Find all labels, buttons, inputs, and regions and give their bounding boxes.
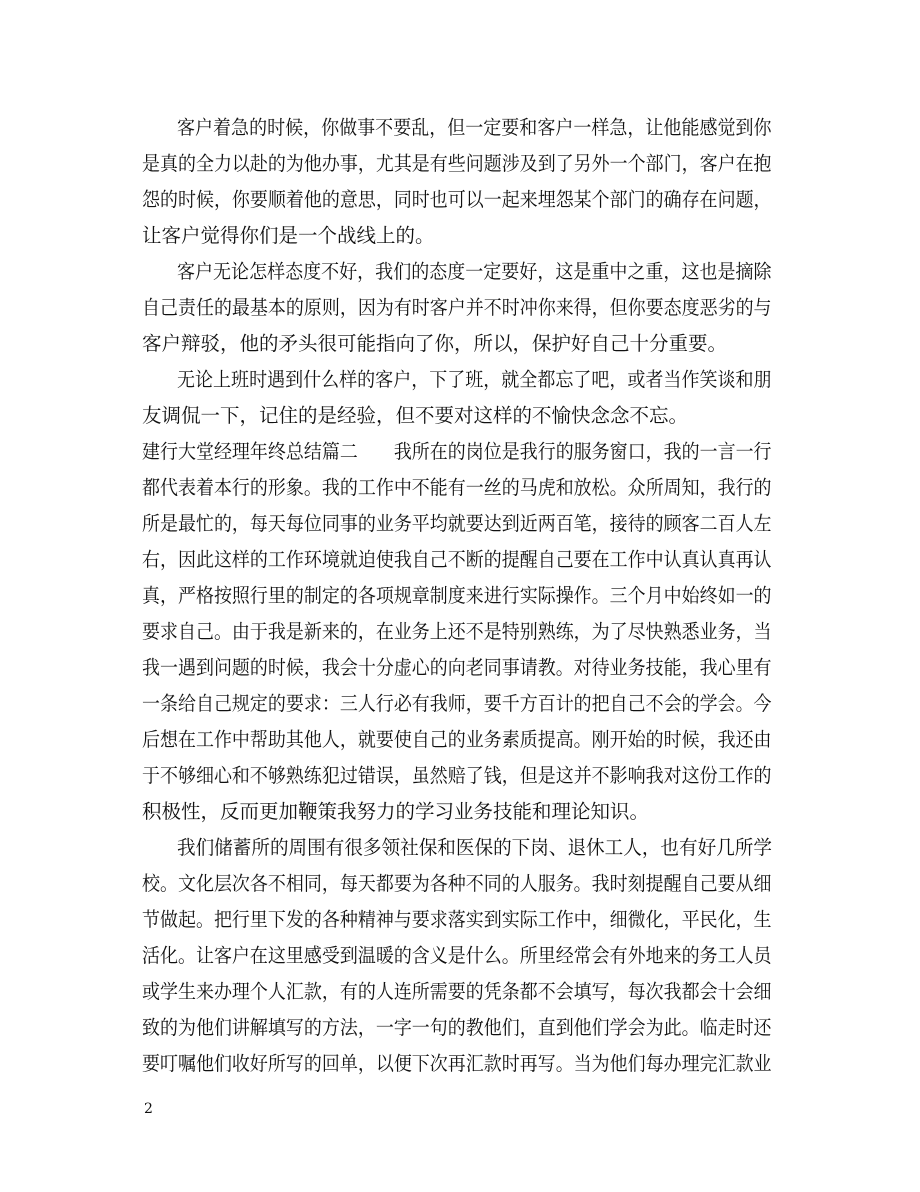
text-line: 于不够细心和不够熟练犯过错误，虽然赔了钱，但是这并不影响我对这份工作的 (142, 764, 772, 787)
text-line: 一条给自己规定的要求：三人行必有我师，要千方百计的把自己不会的学会。今 (142, 692, 772, 715)
text-line: 怨的时候，你要顺着他的意思，同时也可以一起来埋怨某个部门的确存在问题， (142, 188, 772, 211)
text-line: 客户着急的时候，你做事不要乱，但一定要和客户一样急，让他能感觉到你 (177, 116, 772, 139)
text-line: 无论上班时遇到什么样的客户，下了班，就全都忘了吧，或者当作笑谈和朋 (177, 368, 772, 391)
text-line: 右，因此这样的工作环境就迫使我自己不断的提醒自己要在工作中认真认真再认 (142, 548, 772, 571)
text-line: 或学生来办理个人汇款，有的人连所需要的凭条都不会填写，每次我都会十会细 (142, 980, 772, 1003)
text-line: 校。文化层次各不相同，每天都要为各种不同的人服务。我时刻提醒自己要从细 (142, 872, 772, 895)
text-line: 自己责任的最基本的原则，因为有时客户并不时冲你来得，但你要态度恶劣的与 (142, 296, 772, 319)
text-line: 客户辩驳，他的矛头很可能指向了你，所以，保护好自己十分重要。 (142, 332, 728, 355)
page-number: 2 (144, 1101, 153, 1117)
text-line: 我一遇到问题的时候，我会十分虚心的向老同事请教。对待业务技能，我心里有 (142, 656, 772, 679)
text-line: 要求自己。由于我是新来的，在业务上还不是特别熟练，为了尽快熟悉业务，当 (142, 620, 772, 643)
text-line: 积极性，反而更加鞭策我努力的学习业务技能和理论知识。 (142, 800, 650, 823)
text-line: 友调侃一下，记住的是经验，但不要对这样的不愉快念念不忘。 (142, 404, 689, 427)
text-line: 真，严格按照行里的制定的各项规章制度来进行实际操作。三个月中始终如一的 (142, 584, 772, 607)
text-line: 是真的全力以赴的为他办事，尤其是有些问题涉及到了另外一个部门，客户在抱 (142, 152, 772, 175)
text-line: 后想在工作中帮助其他人，就要使自己的业务素质提高。刚开始的时候，我还由 (142, 728, 772, 751)
text-line: 客户无论怎样态度不好，我们的态度一定要好，这是重中之重，这也是摘除 (177, 260, 772, 283)
text-line: 致的为他们讲解填写的方法，一字一句的教他们，直到他们学会为此。临走时还 (142, 1016, 772, 1039)
text-line: 建行大堂经理年终总结篇二 我所在的岗位是我行的服务窗口，我的一言一行 (142, 440, 772, 463)
text-line: 活化。让客户在这里感受到温暖的含义是什么。所里经常会有外地来的务工人员 (142, 944, 772, 967)
text-line: 所是最忙的，每天每位同事的业务平均就要达到近两百笔，接待的顾客二百人左 (142, 512, 772, 535)
text-line: 我们储蓄所的周围有很多领社保和医保的下岗、退休工人，也有好几所学 (177, 836, 772, 859)
text-line: 要叮嘱他们收好所写的回单，以便下次再汇款时再写。当为他们每办理完汇款业 (142, 1052, 772, 1075)
text-line: 都代表着本行的形象。我的工作中不能有一丝的马虎和放松。众所周知，我行的 (142, 476, 772, 499)
text-line: 节做起。把行里下发的各种精神与要求落实到实际工作中，细微化，平民化，生 (142, 908, 772, 931)
text-line: 让客户觉得你们是一个战线上的。 (142, 224, 435, 247)
